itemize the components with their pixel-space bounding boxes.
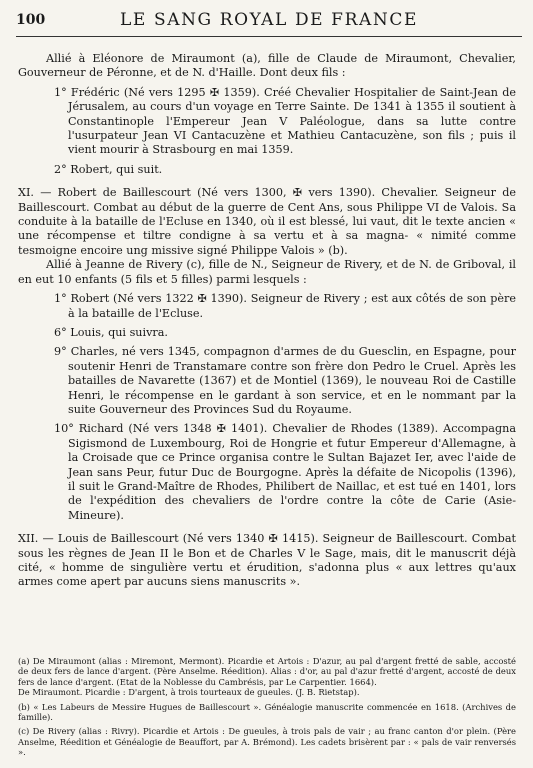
list-item: 1° Robert (Né vers 1322 ✠ 1390). Seigneur de Rivery ; est aux côtés de son père à la bataille de l'Ecluse. <box>54 292 516 320</box>
list-item: 1° Frédéric (Né vers 1295 ✠ 1359). Créé Chevalier Hospitalier de Saint-Jean de Jérusalem, au cours d'un voyage en Terre Sainte. De 1341 à 1355 il soutient à Constantinople l'Empereur Jean V Paléologue, dans sa lutte contre l'usurpateur Jean VI Cantacuzène et Mathieu Cantacuzène, son fils ; puis il vient mourir à Strasbourg en mai 1359. <box>54 85 516 157</box>
list-item: 6° Louis, qui suivra. <box>54 325 168 339</box>
footnotes <box>18 656 516 762</box>
section-xi-heading-paragraph: XI. — Robert de Baillescourt (Né vers 1300, ✠ vers 1390). Chevalier. Seigneur de Baillescourt. Combat au début de la guerre de Cent Ans, sous Philippe VI de Valois. Sa conduite à la bataille de l'Ecluse en 1340, où il est blessé, lui vaut, dit le texte ancien « une récompense et tiltre condigne à sa vertu et à sa magna- « nimité comme tesmoigne encoire ung missive signé Philippe Valois » (b). <box>18 186 516 257</box>
footnote-a-continued: De Miraumont. Picardie : D'argent, à trois tourteaux de gueules. (J. B. Rietstap). <box>18 687 360 698</box>
footnote-c: (c) De Rivery (alias : Rivry). Picardie et Artois : De gueules, à trois pals de vair ; au franc canton d'or plein. (Père Anselme, Réedition et Généalogie de Beauffort, par A. Brémond). Les cadets brisèrent par : « pals de vair renversés ». <box>18 726 516 758</box>
page-number: 100 <box>16 12 46 28</box>
footnote-a: (a) De Miraumont (alias : Miremont, Mermont). Picardie et Artois : D'azur, au pal d'argent fretté de sable, accosté de deux fers de lance d'argent. (Père Anselme. Réedition). Alias : d'or, au pal d'azur fretté d'argent, accosté de deux fers de lance d'argent. (Etat de la Noblesse du Cambrésis, par Le Carpentier. 1664). <box>18 656 516 687</box>
header-rule <box>16 36 522 37</box>
page-header <box>16 8 522 34</box>
list-item: 9° Charles, né vers 1345, compagnon d'armes de du Guesclin, en Espagne, pour soutenir Henri de Transtamare contre son frère don Pedro le Cruel. Après les batailles de Navarette (1367) et de Montiel (1369), le nouveau Roi de Castille Henri, le récompense en le gardant à son service, et en le nommant par la suite Gouverneur des Provinces Sud du Royaume. <box>54 345 516 416</box>
section-xi-alliance-paragraph: Allié à Jeanne de Rivery (c), fille de N., Seigneur de Rivery, et de N. de Griboval, il en eut 10 enfants (5 fils et 5 filles) parmi lesquels : <box>18 258 516 286</box>
section-xii-paragraph: XII. — Louis de Baillescourt (Né vers 1340 ✠ 1415). Seigneur de Baillescourt. Combat sous les règnes de Jean II le Bon et de Charles V le Sage, mais, dit le manuscrit déjà cité, « homme de singulière vertu et érudition, s'adonna plus « aux lettres qu'aux armes come apert par aucuns siens manuscrits ». <box>18 532 516 589</box>
list-item: 2° Robert, qui suit. <box>54 162 163 176</box>
intro-paragraph: Allié à Eléonore de Miraumont (a), fille de Claude de Miraumont, Chevalier, Gouverneur de Péronne, et de N. d'Haille. Dont deux fils : <box>18 52 516 80</box>
main-text <box>18 52 516 590</box>
running-title: LE SANG ROYAL DE FRANCE <box>120 10 418 30</box>
list-item: 10° Richard (Né vers 1348 ✠ 1401). Chevalier de Rhodes (1389). Accompagna Sigismond de Luxembourg, Roi de Hongrie et futur Empereur d'Allemagne, à la Croisade que ce Prince organisa contre le Sultan Bajazet Ier, avec l'aide de Jean sans Peur, futur Duc de Bourgogne. Après la défaite de Nicopolis (1396), il suit le Grand-Maître de Rhodes, Philibert de Naillac, et est tué en 1401, lors de l'expédition des chevaliers de l'ordre contre la côte de Carie (Asie-Mineure). <box>54 422 516 522</box>
footnote-b: (b) « Les Labeurs de Messire Hugues de Baillescourt ». Généalogie manuscrite commencée en 1618. (Archives de famille). <box>18 701 516 723</box>
